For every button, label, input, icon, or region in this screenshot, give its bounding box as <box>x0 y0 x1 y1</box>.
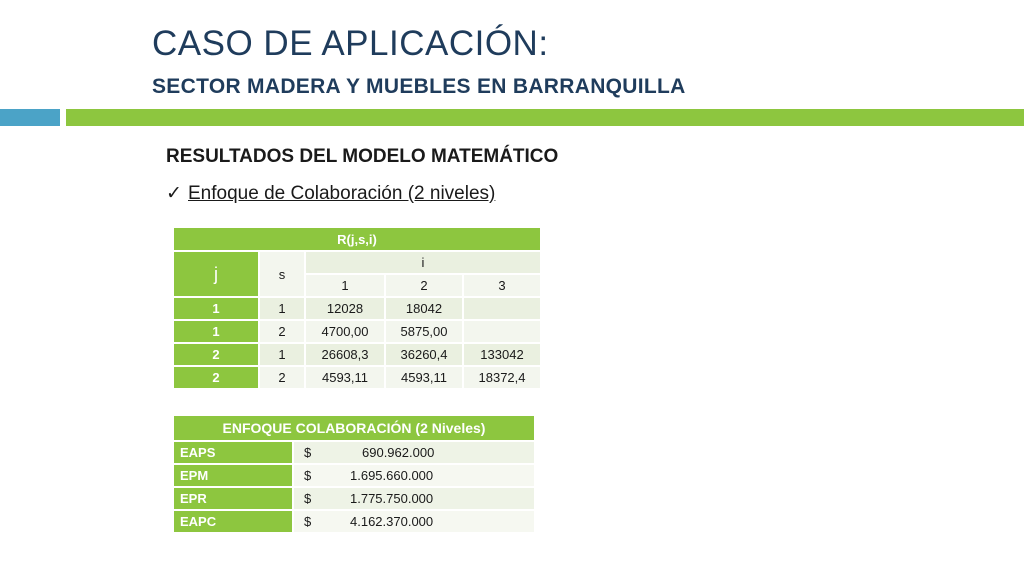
table-row <box>174 488 536 511</box>
table-title: R(j,s,i) <box>174 228 542 252</box>
i-value-2: 2 <box>386 275 464 298</box>
row-label: EAPC <box>174 511 294 534</box>
amount: 690.962.000 <box>362 445 435 460</box>
i-value-3: 3 <box>464 275 542 298</box>
cell-s: 1 <box>260 344 306 367</box>
cell-value: 133042 <box>464 344 542 367</box>
row-value <box>294 465 536 488</box>
amount: 4.162.370.000 <box>350 514 434 529</box>
cell-s: 2 <box>260 367 306 390</box>
summary-table-title: ENFOQUE COLABORACIÓN (2 Niveles) <box>174 416 536 442</box>
accent-bar-green <box>66 109 1024 126</box>
row-value <box>294 511 536 534</box>
slide-subtitle: SECTOR MADERA Y MUEBLES EN BARRANQUILLA <box>152 75 686 98</box>
bullet-item <box>166 182 495 205</box>
amount: 1.695.660.000 <box>350 468 434 483</box>
currency-symbol: $ <box>304 468 312 483</box>
row-label: EPR <box>174 488 294 511</box>
row-value <box>294 442 536 465</box>
table-row <box>174 442 536 465</box>
row-label: EPM <box>174 465 294 488</box>
cell-value: 12028 <box>306 298 386 321</box>
cell-value: 4700,00 <box>306 321 386 344</box>
cell-j: 1 <box>174 298 260 321</box>
table-row <box>174 511 536 534</box>
slide-title: CASO DE APLICACIÓN: <box>152 24 549 63</box>
results-table <box>174 228 542 390</box>
column-header-s: s <box>260 252 306 298</box>
cell-value: 26608,3 <box>306 344 386 367</box>
table-row <box>174 344 542 367</box>
amount: 1.775.750.000 <box>350 491 434 506</box>
cell-s: 2 <box>260 321 306 344</box>
table-row <box>174 298 542 321</box>
cell-value <box>464 298 542 321</box>
column-header-j: j <box>174 252 260 298</box>
cell-value <box>464 321 542 344</box>
currency-symbol: $ <box>304 491 312 506</box>
row-value <box>294 488 536 511</box>
cell-j: 2 <box>174 367 260 390</box>
currency-symbol: $ <box>304 514 312 529</box>
cell-j: 1 <box>174 321 260 344</box>
bullet-text: Enfoque de Colaboración (2 niveles) <box>188 183 496 204</box>
table-row <box>174 367 542 390</box>
cell-value: 18042 <box>386 298 464 321</box>
cell-value: 36260,4 <box>386 344 464 367</box>
cell-value: 5875,00 <box>386 321 464 344</box>
row-label: EAPS <box>174 442 294 465</box>
accent-bar-blue <box>0 109 60 126</box>
table-row <box>174 465 536 488</box>
cell-value: 18372,4 <box>464 367 542 390</box>
currency-symbol: $ <box>304 445 312 460</box>
table-row <box>174 321 542 344</box>
cell-s: 1 <box>260 298 306 321</box>
checkmark-icon: ✓ <box>166 183 182 204</box>
i-value-1: 1 <box>306 275 386 298</box>
section-heading: RESULTADOS DEL MODELO MATEMÁTICO <box>166 146 559 167</box>
collaboration-summary-table <box>174 416 536 534</box>
cell-value: 4593,11 <box>386 367 464 390</box>
cell-value: 4593,11 <box>306 367 386 390</box>
column-header-i: i <box>306 252 542 275</box>
cell-j: 2 <box>174 344 260 367</box>
